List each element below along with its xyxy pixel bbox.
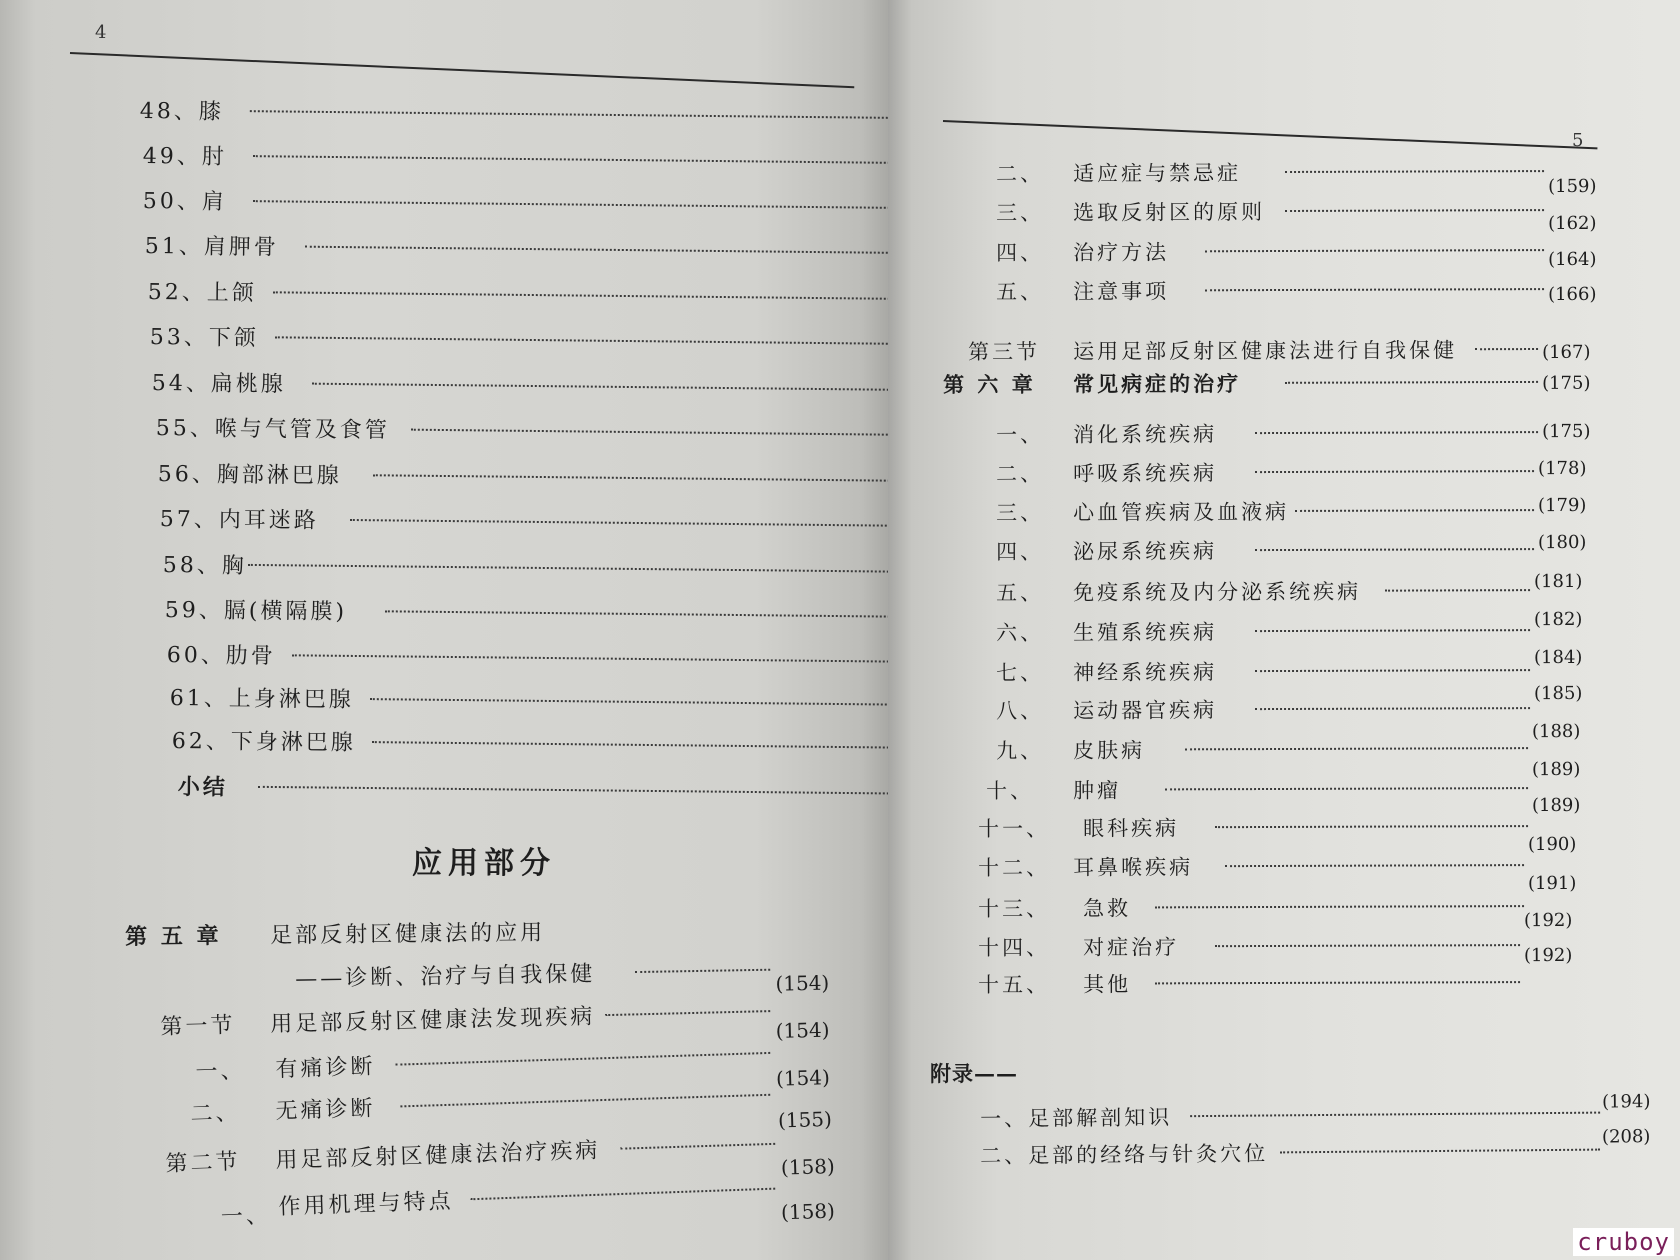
toc-label: 泌尿系统疾病 xyxy=(1073,539,1218,564)
leader-dots xyxy=(312,383,917,391)
leader-dots xyxy=(372,741,912,749)
toc-label: 治疗方法 xyxy=(1073,240,1170,265)
toc-page: (167) xyxy=(1542,341,1591,363)
toc-label: 用足部反射区健康法发现疾病 xyxy=(270,1004,596,1038)
toc-page: (162) xyxy=(1548,212,1597,235)
leader-dots xyxy=(248,564,913,573)
toc-label: 生殖系统疾病 xyxy=(1073,620,1218,645)
toc-number: 十一、 xyxy=(978,816,1051,841)
toc-label: 对症治疗 xyxy=(1083,935,1180,960)
leader-dots xyxy=(620,1143,775,1150)
toc-label: 49、肘 xyxy=(142,143,227,170)
toc-page: (194) xyxy=(1601,1091,1651,1113)
toc-label: 55、喉与气管及食管 xyxy=(155,415,390,444)
toc-label: 50、肩 xyxy=(142,188,227,215)
toc-label: 52、上颌 xyxy=(147,279,257,307)
leader-dots xyxy=(373,474,918,482)
toc-label: 其他 xyxy=(1083,972,1132,997)
leader-dots xyxy=(253,200,918,209)
leader-dots xyxy=(292,654,912,662)
toc-label: 62、下身淋巴腺 xyxy=(171,728,356,756)
toc-page: (189) xyxy=(1531,758,1581,781)
leader-dots xyxy=(253,155,918,164)
toc-number: 十五、 xyxy=(978,972,1051,997)
toc-label: 适应症与禁忌症 xyxy=(1073,161,1242,186)
toc-label: 消化系统疾病 xyxy=(1073,422,1218,447)
leader-dots xyxy=(305,246,920,254)
toc-label: 小结 xyxy=(177,773,228,801)
toc-number: 第三节 xyxy=(968,339,1041,364)
toc-number: 四、 xyxy=(996,539,1045,564)
toc-label: 二、足部的经络与针灸穴位 xyxy=(980,1141,1269,1168)
leader-dots xyxy=(470,1188,775,1201)
toc-label: 呼吸系统疾病 xyxy=(1073,461,1218,486)
toc-number: 十、 xyxy=(986,778,1035,803)
toc-label: 57、内耳迷路 xyxy=(159,506,319,534)
page-number: 5 xyxy=(1572,130,1584,151)
toc-label: 59、膈(横隔膜) xyxy=(164,597,348,625)
toc-page: (189) xyxy=(1531,794,1581,817)
toc-label: 神经系统疾病 xyxy=(1073,660,1218,685)
leader-dots xyxy=(1185,747,1528,750)
chapter-subtitle: ——诊断、治疗与自我保健 xyxy=(295,961,596,992)
toc-label: 选取反射区的原则 xyxy=(1073,200,1266,225)
leader-dots xyxy=(275,336,915,345)
toc-number: 六、 xyxy=(996,620,1045,645)
toc-label: 耳鼻喉疾病 xyxy=(1073,855,1194,880)
toc-page: (179) xyxy=(1537,494,1587,517)
leader-dots xyxy=(1285,170,1544,173)
chapter-label: 第 五 章 xyxy=(125,922,222,950)
toc-label: 急救 xyxy=(1083,896,1132,921)
leader-dots xyxy=(1255,629,1530,632)
toc-label: 53、下颌 xyxy=(149,324,259,352)
leader-dots xyxy=(258,786,913,795)
toc-number: 七、 xyxy=(996,660,1045,685)
toc-number: 一、 xyxy=(195,1058,246,1085)
toc-label: 肿瘤 xyxy=(1073,778,1122,803)
toc-label: 常见病症的治疗 xyxy=(1073,370,1242,397)
toc-number: 三、 xyxy=(996,200,1045,225)
toc-label: 无痛诊断 xyxy=(275,1096,376,1125)
leader-dots xyxy=(1165,787,1528,790)
toc-page: (180) xyxy=(1537,531,1587,554)
toc-number: 二、 xyxy=(996,461,1045,486)
toc-page: (154) xyxy=(775,1017,830,1043)
toc-page: (164) xyxy=(1548,248,1597,271)
toc-page: (184) xyxy=(1533,646,1583,669)
toc-page: (185) xyxy=(1533,682,1583,705)
toc-label: 运动器官疾病 xyxy=(1073,698,1218,723)
toc-number: 第一节 xyxy=(160,1013,236,1040)
toc-number: 五、 xyxy=(996,279,1045,304)
toc-label: 心血管疾病及血液病 xyxy=(1073,499,1290,525)
toc-label: 眼科疾病 xyxy=(1083,816,1180,841)
toc-label: 免疫系统及内分泌系统疾病 xyxy=(1073,579,1362,605)
toc-page: (178) xyxy=(1538,457,1587,480)
section-title: 应用部分 xyxy=(412,846,556,881)
toc-page: (192) xyxy=(1523,944,1573,967)
leader-dots xyxy=(1255,470,1534,473)
toc-page: (181) xyxy=(1533,570,1583,593)
page-number: 4 xyxy=(95,22,107,43)
toc-page: (188) xyxy=(1531,720,1581,743)
header-rule xyxy=(943,120,1598,149)
toc-page: (192) xyxy=(1523,909,1573,932)
leader-dots xyxy=(1255,431,1538,434)
toc-number: 十四、 xyxy=(978,935,1051,960)
toc-number: 十三、 xyxy=(978,896,1051,921)
toc-page: (208) xyxy=(1601,1126,1651,1148)
leader-dots xyxy=(1475,348,1538,350)
appendix-title: 附录—— xyxy=(930,1061,1018,1086)
leader-dots xyxy=(411,429,916,436)
toc-number: 十二、 xyxy=(978,855,1051,880)
toc-page: (155) xyxy=(777,1106,833,1133)
leader-dots xyxy=(1205,288,1544,291)
toc-label: 用足部反射区健康法治疗疾病 xyxy=(275,1138,601,1174)
toc-label: 运用足部反射区健康法进行自我保健 xyxy=(1073,338,1458,364)
leader-dots xyxy=(1215,944,1520,947)
leader-dots xyxy=(1225,864,1524,867)
leader-dots xyxy=(370,698,910,706)
leader-dots xyxy=(273,291,918,300)
leader-dots xyxy=(1215,825,1528,828)
toc-page: (158) xyxy=(780,1153,836,1180)
toc-number: 五、 xyxy=(996,580,1045,605)
toc-label: 61、上身淋巴腺 xyxy=(169,685,354,713)
toc-page: (158) xyxy=(780,1198,836,1225)
toc-label: 54、扁桃腺 xyxy=(151,370,286,398)
toc-label: 58、胸 xyxy=(162,552,247,579)
toc-page: (190) xyxy=(1527,833,1577,856)
leader-dots xyxy=(1280,1149,1600,1154)
leader-dots xyxy=(395,1052,770,1066)
toc-page: (154) xyxy=(775,970,830,996)
toc-number: 第二节 xyxy=(165,1149,241,1177)
toc-label: 56、胸部淋巴腺 xyxy=(157,461,342,489)
toc-number: 一、 xyxy=(220,1203,272,1230)
leader-dots xyxy=(385,610,910,617)
toc-label: 60、肋骨 xyxy=(166,642,276,670)
toc-label: 48、膝 xyxy=(139,98,224,125)
leader-dots xyxy=(1385,589,1530,592)
toc-page: (191) xyxy=(1527,872,1577,895)
leader-dots xyxy=(350,519,915,527)
leader-dots xyxy=(605,1010,770,1016)
toc-label: 有痛诊断 xyxy=(275,1054,376,1083)
toc-number: 一、 xyxy=(996,422,1045,447)
header-rule xyxy=(70,52,854,88)
leader-dots xyxy=(250,110,920,119)
toc-number: 第 六 章 xyxy=(943,371,1036,397)
toc-number: 二、 xyxy=(190,1100,241,1127)
leader-dots xyxy=(1255,669,1530,672)
toc-label: 一、足部解剖知识 xyxy=(980,1105,1173,1131)
right-page xyxy=(888,0,1680,1260)
toc-label: 作用机理与特点 xyxy=(278,1188,454,1220)
toc-label: 皮肤病 xyxy=(1073,738,1146,763)
leader-dots xyxy=(1155,905,1524,908)
toc-number: 三、 xyxy=(996,500,1045,525)
watermark: cruboy xyxy=(1573,1228,1674,1256)
toc-number: 九、 xyxy=(996,738,1045,763)
toc-number: 八、 xyxy=(996,698,1045,723)
leader-dots xyxy=(1295,509,1534,512)
toc-page: (175) xyxy=(1542,420,1591,443)
leader-dots xyxy=(400,1094,770,1108)
leader-dots xyxy=(1205,249,1544,252)
leader-dots xyxy=(1255,548,1534,551)
toc-page: (166) xyxy=(1548,283,1597,306)
toc-number: 二、 xyxy=(996,161,1045,186)
toc-page: (154) xyxy=(775,1065,831,1091)
toc-page: (175) xyxy=(1542,372,1591,394)
toc-page: (182) xyxy=(1533,608,1583,631)
leader-dots xyxy=(1155,981,1520,984)
leader-dots xyxy=(1285,381,1538,384)
leader-dots xyxy=(1285,209,1544,212)
chapter-title: 足部反射区健康法的应用 xyxy=(270,920,546,949)
leader-dots xyxy=(1190,1112,1600,1118)
leader-dots xyxy=(1255,707,1530,710)
toc-label: 注意事项 xyxy=(1073,279,1170,304)
toc-page: (159) xyxy=(1548,175,1597,198)
toc-number: 四、 xyxy=(996,240,1045,265)
toc-label: 51、肩胛骨 xyxy=(144,233,279,261)
leader-dots xyxy=(635,969,770,973)
